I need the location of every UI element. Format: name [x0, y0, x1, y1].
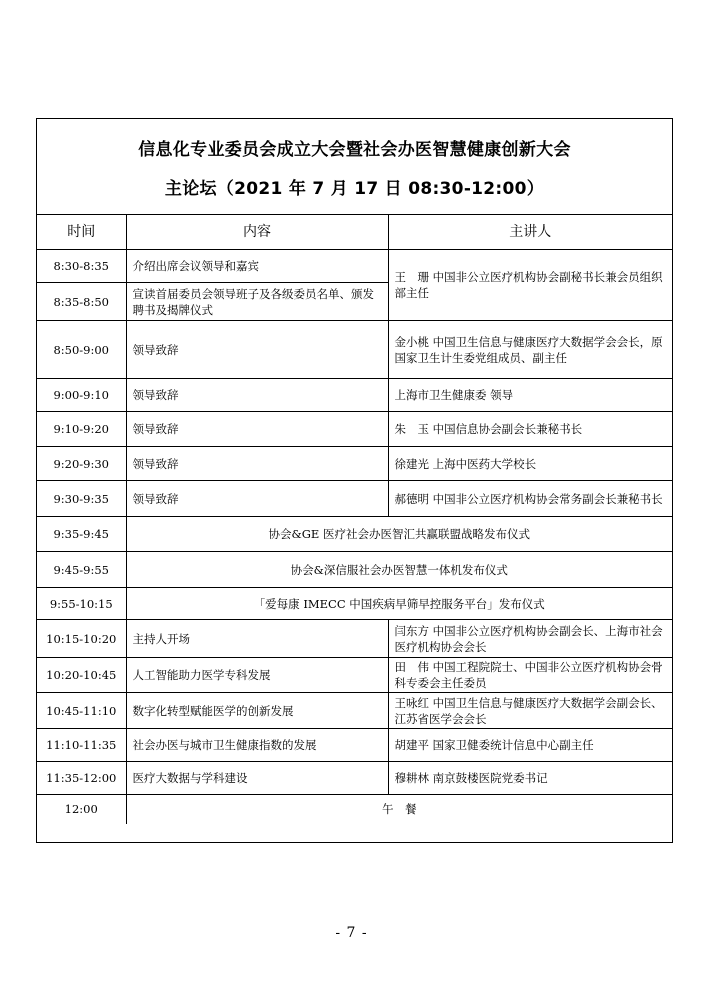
forum-subtitle: 主论坛（2021 年 7 月 17 日 08:30-12:00） [164, 178, 545, 199]
table-row [37, 321, 672, 379]
row-time: 9:55-10:15 [37, 588, 126, 620]
row-merged-content: 午 餐 [126, 795, 672, 824]
row-time: 9:30-9:35 [37, 481, 126, 517]
table-row [37, 658, 672, 693]
row-time: 11:35-12:00 [37, 762, 126, 795]
row-time: 10:45-11:10 [37, 693, 126, 729]
header-time: 时间 [37, 215, 126, 250]
row-content: 数字化转型赋能医学的创新发展 [126, 693, 388, 729]
row-content: 介绍出席会议领导和嘉宾 [126, 250, 388, 283]
row-content: 领导致辞 [126, 321, 388, 379]
row-content: 领导致辞 [126, 447, 388, 481]
row-merged-content: 协会&深信服社会办医智慧一体机发布仪式 [126, 552, 672, 588]
agenda-frame [36, 118, 673, 843]
row-content: 宣读首届委员会领导班子及各级委员名单、颁发聘书及揭牌仪式 [126, 283, 388, 321]
row-content: 领导致辞 [126, 481, 388, 517]
row-time: 10:20-10:45 [37, 658, 126, 693]
table-row [37, 693, 672, 729]
row-time: 10:15-10:20 [37, 620, 126, 658]
row-speaker: 上海市卫生健康委 领导 [388, 379, 672, 412]
document-title: 信息化专业委员会成立大会暨社会办医智慧健康创新大会 [138, 139, 571, 160]
row-merged-content: 协会&GE 医疗社会办医智汇共赢联盟战略发布仪式 [126, 517, 672, 552]
page-number: - 7 - [335, 925, 368, 941]
row-time: 9:35-9:45 [37, 517, 126, 552]
table-header-row [37, 215, 672, 250]
table-row [37, 729, 672, 762]
row-time: 9:45-9:55 [37, 552, 126, 588]
row-speaker: 金小桃 中国卫生信息与健康医疗大数据学会会长，原国家卫生计生委党组成员、副主任 [388, 321, 672, 379]
row-time: 12:00 [37, 795, 126, 824]
header-speaker: 主讲人 [388, 215, 672, 250]
table-row [37, 795, 672, 824]
row-content: 医疗大数据与学科建设 [126, 762, 388, 795]
row-time: 8:35-8:50 [37, 283, 126, 321]
table-row [37, 517, 672, 552]
row-speaker: 田 伟 中国工程院院士、中国非公立医疗机构协会骨科专委会主任委员 [388, 658, 672, 693]
row-time: 11:10-11:35 [37, 729, 126, 762]
table-row [37, 447, 672, 481]
table-row [37, 620, 672, 658]
header-content: 内容 [126, 215, 388, 250]
agenda-table [37, 215, 672, 824]
row-speaker: 胡建平 国家卫健委统计信息中心副主任 [388, 729, 672, 762]
row-content: 社会办医与城市卫生健康指数的发展 [126, 729, 388, 762]
table-row [37, 412, 672, 447]
row-time: 9:00-9:10 [37, 379, 126, 412]
row-speaker: 王 珊 中国非公立医疗机构协会副秘书长兼会员组织部主任 [388, 250, 672, 321]
row-speaker: 朱 玉 中国信息协会副会长兼秘书长 [388, 412, 672, 447]
row-content: 领导致辞 [126, 379, 388, 412]
row-time: 8:50-9:00 [37, 321, 126, 379]
title-block [37, 119, 672, 215]
row-speaker: 闫东方 中国非公立医疗机构协会副会长、上海市社会医疗机构协会会长 [388, 620, 672, 658]
row-speaker: 王咏红 中国卫生信息与健康医疗大数据学会副会长、江苏省医学会会长 [388, 693, 672, 729]
row-speaker: 穆耕林 南京鼓楼医院党委书记 [388, 762, 672, 795]
table-row [37, 250, 672, 283]
table-row [37, 481, 672, 517]
row-content: 人工智能助力医学专科发展 [126, 658, 388, 693]
row-time: 9:20-9:30 [37, 447, 126, 481]
row-merged-content: 「爱每康 IMECC 中国疾病早筛早控服务平台」发布仪式 [126, 588, 672, 620]
table-row [37, 588, 672, 620]
table-row [37, 762, 672, 795]
row-content: 领导致辞 [126, 412, 388, 447]
row-time: 8:30-8:35 [37, 250, 126, 283]
table-row [37, 379, 672, 412]
row-speaker: 郝德明 中国非公立医疗机构协会常务副会长兼秘书长 [388, 481, 672, 517]
row-time: 9:10-9:20 [37, 412, 126, 447]
table-row [37, 552, 672, 588]
row-content: 主持人开场 [126, 620, 388, 658]
row-speaker: 徐建光 上海中医药大学校长 [388, 447, 672, 481]
